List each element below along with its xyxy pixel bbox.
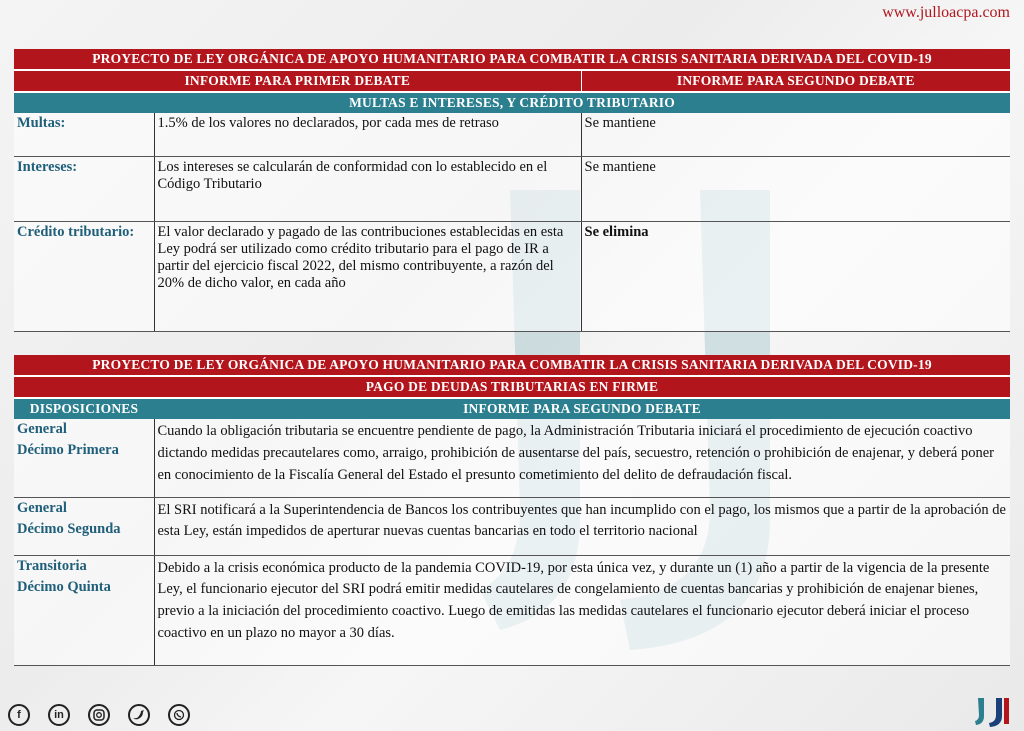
site-url[interactable]: www.julloacpa.com bbox=[882, 4, 1010, 21]
row-text: Cuando la obligación tributaria se encuentre pendiente de pago, la Administración Tributaria iniciará el procedimiento de ejecución coactivo dictando medidas precautelares como, arraigo, prohibición de ausentarse del país, secuestro, retención o prohibición de enajenar, y deberá poner en conocimiento de la Fiscalía General del Estado el presunto cometimiento del delito de defraudación fiscal. bbox=[154, 419, 1010, 497]
row-text: Debido a la crisis económica producto de la pandemia COVID-19, por esta única vez, y durante un (1) año a partir de la vigencia de la presente Ley, el funcionario ejecutor del SRI podrá emitir medidas cautelares de congelamiento de cuentas bancarias y prohibición de enajenar bienes, previo a la iniciación del procedimiento coactivo. Luego de emitidas las medidas cautelares el funcionario ejecutor deberá iniciar el proceso coactivo en un plazo no mayor a 30 días. bbox=[154, 555, 1010, 665]
row-label-number: Décimo Quinta bbox=[17, 578, 111, 595]
row-label-number: Décimo Segunda bbox=[17, 520, 121, 537]
row-label-type: General bbox=[17, 421, 67, 437]
row-label: Multas: bbox=[14, 113, 154, 156]
table1-title: PROYECTO DE LEY ORGÁNICA DE APOYO HUMANITARIO PARA COMBATIR LA CRISIS SANITARIA DERIVADA DEL COVID-19 bbox=[14, 49, 1010, 70]
table2-subtitle: PAGO DE DEUDAS TRIBUTARIAS EN FIRME bbox=[14, 376, 1010, 398]
row-label: Intereses: bbox=[14, 156, 154, 221]
col-header-disposiciones: DISPOSICIONES bbox=[14, 398, 154, 419]
section-header: MULTAS E INTERESES, Y CRÉDITO TRIBUTARIO bbox=[14, 92, 1010, 113]
table-row bbox=[14, 419, 1010, 497]
row-first-debate: 1.5% de los valores no declarados, por cada mes de retraso bbox=[154, 113, 581, 156]
col-header-informe: INFORME PARA SEGUNDO DEBATE bbox=[154, 398, 1010, 419]
table-row bbox=[14, 113, 1010, 156]
twitter-icon[interactable] bbox=[128, 704, 150, 726]
row-text: El SRI notificará a la Superintendencia de Bancos los contribuyentes que han incumplido con el pago, los mismos que a partir de la aprobación de esta Ley, están impedidos de aperturar nuevas cuentas bancarias en todo el territorio nacional bbox=[154, 497, 1010, 555]
row-second-debate: Se mantiene bbox=[581, 156, 1010, 221]
row-label-type: General bbox=[17, 499, 67, 516]
row-label-type: Transitoria bbox=[17, 557, 87, 574]
brand-logo bbox=[974, 694, 1016, 728]
instagram-icon[interactable] bbox=[88, 704, 110, 726]
row-label bbox=[14, 419, 154, 497]
row-label bbox=[14, 555, 154, 665]
row-second-debate: Se mantiene bbox=[581, 113, 1010, 156]
table-pago-deudas bbox=[14, 355, 1010, 666]
row-label bbox=[14, 497, 154, 555]
table2-title: PROYECTO DE LEY ORGÁNICA DE APOYO HUMANITARIO PARA COMBATIR LA CRISIS SANITARIA DERIVADA DEL COVID-19 bbox=[14, 355, 1010, 376]
facebook-icon[interactable]: f bbox=[8, 704, 30, 726]
social-links bbox=[8, 704, 190, 726]
table-row bbox=[14, 497, 1010, 555]
whatsapp-icon[interactable] bbox=[168, 704, 190, 726]
table-row bbox=[14, 156, 1010, 221]
row-first-debate: El valor declarado y pagado de las contribuciones establecidas en esta Ley podrá ser utilizado como crédito tributario para el pago de IR a partir del ejercicio fiscal 2022, del mismo contribuyente, a razón del 20% de dicho valor, en cada año bbox=[154, 221, 581, 331]
table-row bbox=[14, 555, 1010, 665]
row-second-debate: Se elimina bbox=[581, 221, 1010, 331]
table-primer-segundo-debate bbox=[14, 49, 1010, 332]
linkedin-icon[interactable]: in bbox=[48, 704, 70, 726]
col-header-primer-debate: INFORME PARA PRIMER DEBATE bbox=[14, 70, 581, 92]
row-label-number: Décimo Primera bbox=[17, 442, 119, 458]
col-header-segundo-debate: INFORME PARA SEGUNDO DEBATE bbox=[581, 70, 1010, 92]
row-first-debate: Los intereses se calcularán de conformidad con lo establecido en el Código Tributario bbox=[154, 156, 581, 221]
row-label: Crédito tributario: bbox=[14, 221, 154, 331]
table-row bbox=[14, 221, 1010, 331]
